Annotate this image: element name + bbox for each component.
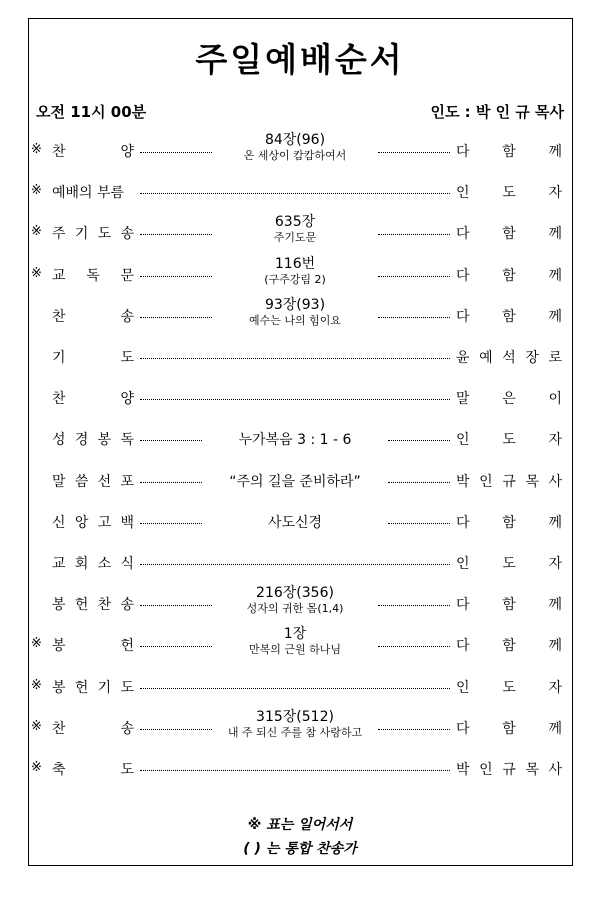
service-item-label: 봉 헌	[52, 638, 134, 655]
service-item-detail	[165, 626, 425, 657]
standing-mark: ※	[31, 142, 42, 157]
service-item-detail	[165, 585, 425, 616]
standing-mark: ※	[31, 760, 42, 775]
service-item	[0, 707, 600, 747]
service-item	[0, 254, 600, 294]
hymn-title: 주기도문	[273, 231, 317, 245]
service-item	[0, 418, 600, 458]
service-item	[0, 501, 600, 541]
footer-note-standing: ※ 표는 일어서서	[247, 817, 353, 833]
service-item	[0, 460, 600, 500]
service-item-person: 다 함 께	[456, 144, 562, 160]
service-item	[0, 212, 600, 252]
service-item-detail	[165, 256, 425, 287]
standing-mark: ※	[31, 224, 42, 240]
service-item	[0, 130, 600, 170]
service-item-label: 찬 양	[52, 144, 134, 160]
service-item-person: 다 함 께	[456, 267, 562, 284]
service-item	[0, 542, 600, 582]
service-item	[0, 336, 600, 376]
service-item	[0, 624, 600, 664]
service-item-person: 인 도 자	[456, 432, 562, 449]
detail-text: 누가복음 3 : 1 - 6	[238, 432, 352, 449]
standing-mark: ※	[31, 677, 42, 693]
standing-mark: ※	[31, 183, 42, 199]
dotted-leader	[140, 399, 450, 400]
service-item-label: 말 씀 선 포	[52, 473, 134, 490]
footer-note-hymnal: ( ) 는 통합 찬송가	[243, 841, 357, 857]
service-item-person: 윤 예 석 장 로	[456, 350, 562, 366]
service-item	[0, 748, 600, 788]
service-item-detail	[165, 132, 425, 163]
standing-mark: ※	[31, 265, 42, 281]
service-item-label: 찬 송	[52, 720, 134, 737]
service-item	[0, 666, 600, 706]
standing-mark: ※	[31, 636, 42, 652]
service-item-label: 찬 양	[52, 391, 134, 408]
service-item-person: 박 인 규 목 사	[456, 762, 562, 778]
hymn-title: 예수는 나의 힘이요	[248, 313, 341, 327]
service-item-label: 기 도	[52, 350, 134, 366]
service-item-detail	[165, 512, 425, 532]
service-item	[0, 583, 600, 623]
hymn-number: 116번	[274, 255, 316, 272]
hymn-title: 온 세상이 캄캄하여서	[243, 149, 347, 162]
service-item	[0, 377, 600, 417]
service-item-label: 교 독 문	[52, 267, 134, 284]
hymn-title: 내 주 되신 주를 참 사랑하고	[227, 725, 363, 739]
service-item-label: 봉 헌 찬 송	[52, 597, 134, 614]
service-item-detail	[165, 709, 425, 740]
service-item-person: 다 함 께	[456, 308, 562, 325]
hymn-number: 315장(512)	[256, 708, 334, 725]
hymn-title: 성자의 귀한 몸(1,4)	[246, 602, 344, 616]
service-item-label: 신 앙 고 백	[52, 514, 134, 531]
hymn-title: (구주강림 2)	[264, 272, 326, 286]
dotted-leader	[140, 770, 450, 771]
service-item-label: 봉 헌 기 도	[52, 679, 134, 696]
service-item-person: 인 도 자	[456, 556, 562, 572]
service-item-person: 인 도 자	[456, 185, 562, 202]
service-item	[0, 171, 600, 211]
service-item-person: 다 함 께	[456, 720, 562, 737]
page-title: 주일예배순서	[195, 40, 405, 79]
hymn-number: 216장(356)	[256, 585, 334, 602]
service-time: 오전 11시 00분	[36, 103, 147, 121]
hymn-title: 만복의 근원 하나님	[248, 643, 341, 657]
service-item	[0, 295, 600, 335]
service-item-person: 다 함 께	[456, 597, 562, 614]
hymn-number: 635장	[274, 214, 316, 231]
detail-text: “주의 길을 준비하라”	[229, 473, 361, 490]
service-item-detail	[165, 429, 425, 449]
hymn-number: 1장	[283, 626, 307, 643]
service-item-person: 다 함 께	[456, 514, 562, 531]
dotted-leader	[140, 688, 450, 689]
service-item-person: 인 도 자	[456, 679, 562, 696]
detail-text: 사도신경	[267, 514, 323, 531]
service-item-label: 성 경 봉 독	[52, 432, 134, 449]
service-item-person: 다 함 께	[456, 638, 562, 655]
service-item-detail	[165, 297, 425, 328]
service-item-label: 주 기 도 송	[52, 226, 134, 243]
service-leader: 인도 : 박 인 규 목사	[430, 103, 564, 121]
service-item-person: 다 함 께	[456, 226, 562, 243]
hymn-number: 84장(96)	[264, 132, 326, 148]
hymn-number: 93장(93)	[264, 296, 326, 313]
service-item-person: 말 은 이	[456, 391, 562, 408]
dotted-leader	[140, 564, 450, 565]
service-item-label: 찬 송	[52, 308, 134, 325]
dotted-leader	[140, 193, 450, 194]
service-item-label: 예배의 부름	[52, 185, 125, 202]
standing-mark: ※	[31, 718, 42, 734]
dotted-leader	[140, 358, 450, 359]
service-item-person: 박 인 규 목 사	[456, 473, 562, 490]
service-item-label: 축 도	[52, 762, 134, 778]
service-item-detail	[165, 471, 425, 491]
service-item-detail	[165, 214, 425, 245]
service-item-label: 교 회 소 식	[52, 556, 134, 572]
